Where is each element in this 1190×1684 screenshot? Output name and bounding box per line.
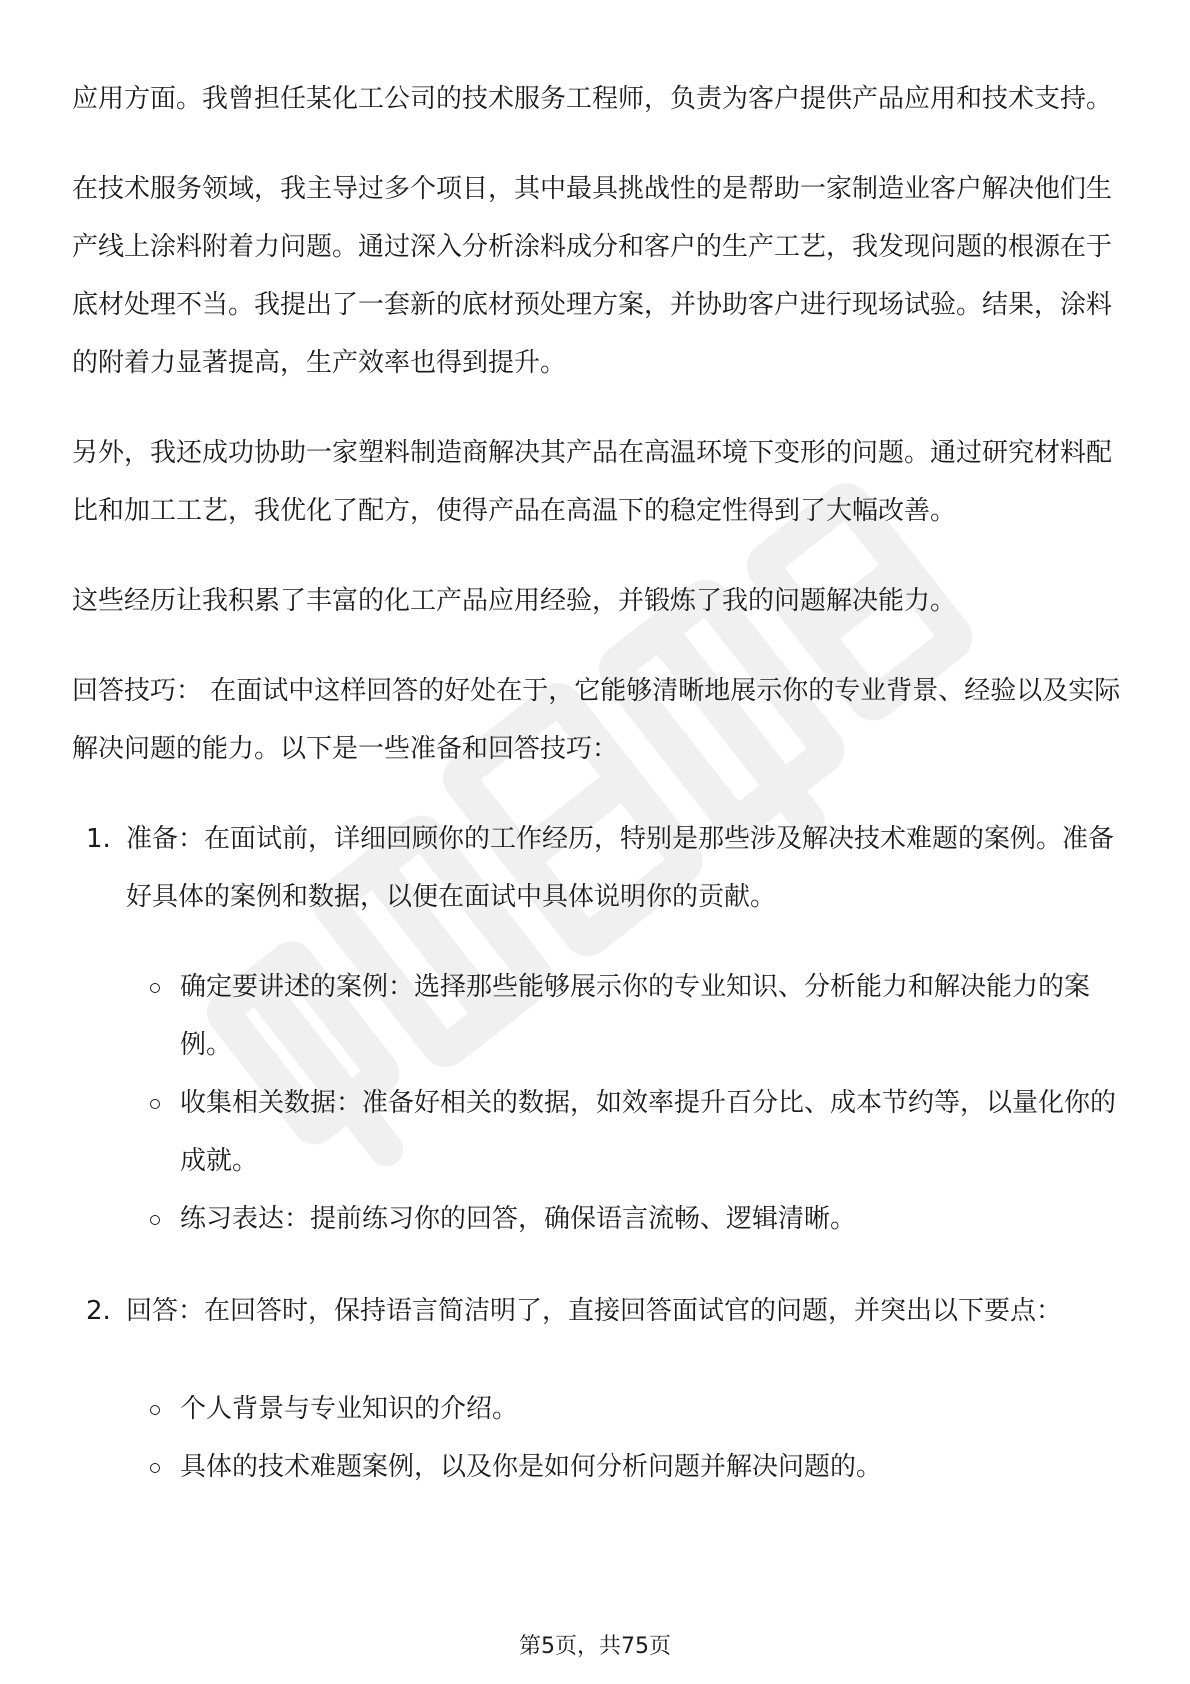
paragraph-plastic-case: 另外，我还成功协助一家塑料制造商解决其产品在高温环境下变形的问题。通过研究材料配比和加工工艺，我优化了配方，使得产品在高温下的稳定性得到了大幅改善。 (72, 438, 1113, 526)
tips-list (72, 810, 1132, 1496)
sub-list-item-text: 个人背景与专业知识的介绍。 (180, 1394, 519, 1424)
sub-list-item (126, 1438, 1132, 1496)
list-item-text: 回答：在回答时，保持语言简洁明了，直接回答面试官的问题，并突出以下要点： (126, 1296, 1063, 1326)
sub-list (126, 958, 1132, 1248)
sub-list (126, 1380, 1132, 1496)
paragraph-tips-intro: 回答技巧： 在面试中这样回答的好处在于，它能够清晰地展示你的专业背景、经验以及实际解决问题的能力。以下是一些准备和回答技巧： (72, 676, 1121, 764)
paragraph-summary: 这些经历让我积累了丰富的化工产品应用经验，并锻炼了我的问题解决能力。 (72, 586, 957, 616)
document-body (72, 70, 1132, 1514)
hollow-bullet-icon (150, 1405, 160, 1415)
hollow-bullet-icon (150, 1099, 160, 1109)
hollow-bullet-icon (150, 1463, 160, 1473)
page-number: 第5页，共75页 (519, 1634, 671, 1659)
sub-list-item-text: 确定要讲述的案例：选择那些能够展示你的专业知识、分析能力和解决能力的案例。 (180, 972, 1091, 1060)
sub-list-item-text: 练习表达：提前练习你的回答，确保语言流畅、逻辑清晰。 (180, 1204, 857, 1234)
list-item-text: 准备：在面试前，详细回顾你的工作经历，特别是那些涉及解决技术难题的案例。准备好具体的案例和数据，以便在面试中具体说明你的贡献。 (126, 824, 1115, 912)
sub-list-item (126, 1380, 1132, 1438)
list-number: 1. (86, 824, 111, 854)
sub-list-item (126, 1190, 1132, 1248)
sub-list-item-text: 收集相关数据：准备好相关的数据，如效率提升百分比、成本节约等，以量化你的成就。 (180, 1088, 1117, 1176)
sub-list-item (126, 958, 1132, 1074)
sub-list-item (126, 1074, 1132, 1190)
list-item-prepare (72, 810, 1132, 1248)
list-item-answer (72, 1282, 1132, 1496)
paragraph-intro: 应用方面。我曾担任某化工公司的技术服务工程师，负责为客户提供产品应用和技术支持。 (72, 84, 1113, 114)
sub-list-item-text: 具体的技术难题案例，以及你是如何分析问题并解决问题的。 (180, 1452, 883, 1482)
hollow-bullet-icon (150, 1215, 160, 1225)
paragraph-coating-case: 在技术服务领域，我主导过多个项目，其中最具挑战性的是帮助一家制造业客户解决他们生产线上涂料附着力问题。通过深入分析涂料成分和客户的生产工艺，我发现问题的根源在于底材处理不当。我提出了一套新的底材预处理方案，并协助客户进行现场试验。结果，涂料的附着力显著提高，生产效率也得到提升。 (72, 174, 1113, 378)
list-number: 2. (86, 1296, 111, 1326)
hollow-bullet-icon (150, 983, 160, 993)
